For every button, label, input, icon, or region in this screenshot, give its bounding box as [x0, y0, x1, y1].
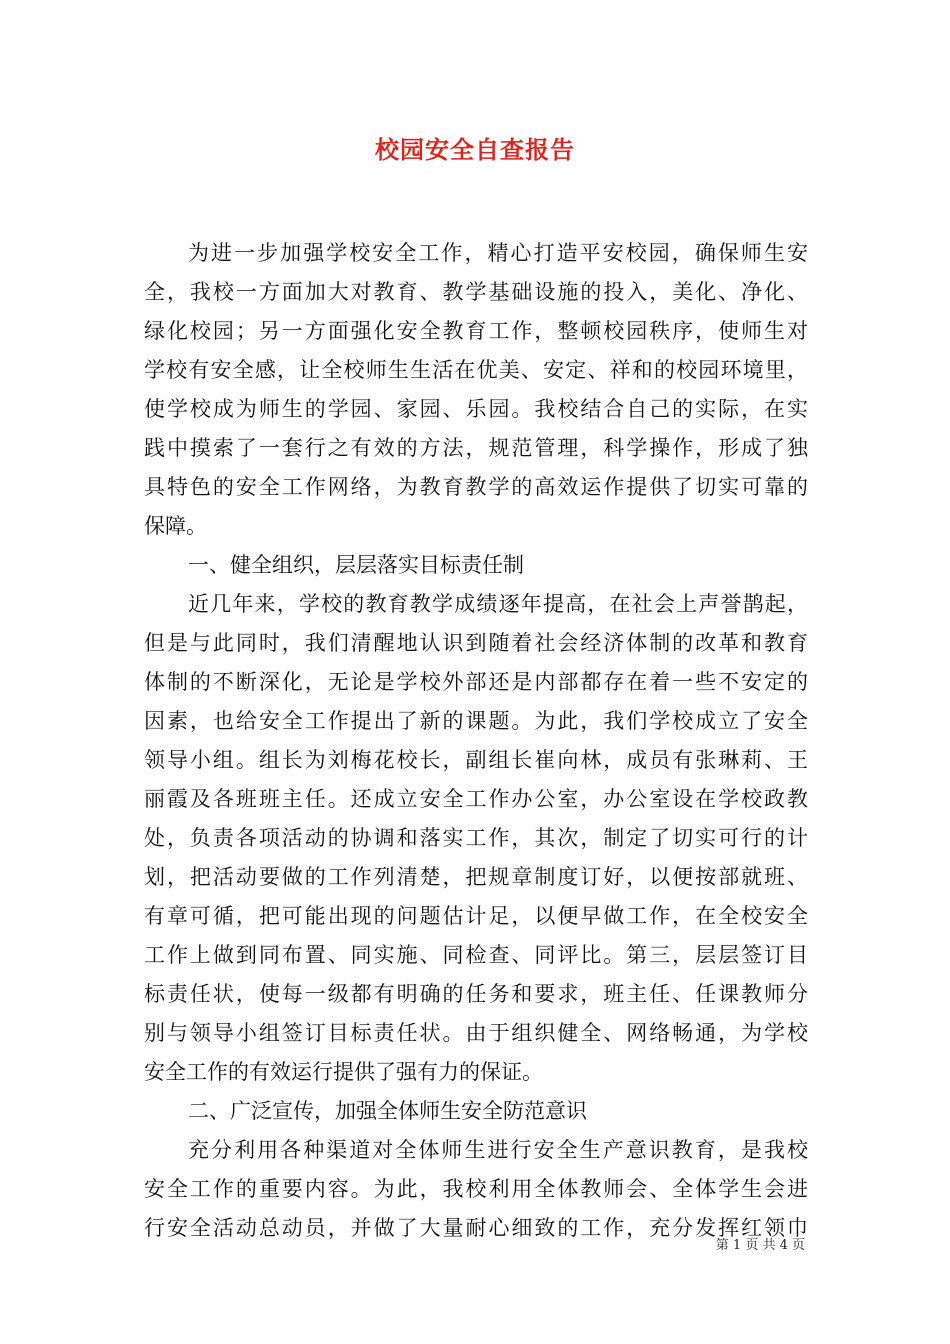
paragraph-line: 别与领导小组签订目标责任状。由于组织健全、网络畅通，为学校 — [144, 1021, 808, 1045]
paragraph-line: 领导小组。组长为刘梅花校长，副组长崔向林，成员有张琳莉、王 — [144, 748, 808, 772]
paragraph-line: 近几年来，学校的教育教学成绩逐年提高，在社会上声誉鹊起， — [188, 592, 808, 616]
page-number: 第 1 页 共 4 页 — [715, 1238, 805, 1253]
paragraph-line: 使学校成为师生的学园、家园、乐园。我校结合自己的实际，在实 — [144, 397, 808, 421]
paragraph-line: 行安全活动总动员，并做了大量耐心细致的工作，充分发挥红领巾 — [144, 1216, 808, 1240]
paragraph-line: 为进一步加强学校安全工作，精心打造平安校园，确保师生安 — [188, 241, 808, 265]
paragraph-line: 标责任状，使每一级都有明确的任务和要求，班主任、任课教师分 — [144, 982, 808, 1006]
paragraph-line: 安全工作的重要内容。为此，我校利用全体教师会、全体学生会进 — [144, 1177, 808, 1201]
paragraph-line: 因素，也给安全工作提出了新的课题。为此，我们学校成立了安全 — [144, 709, 808, 733]
section-heading: 二、广泛宣传，加强全体师生安全防范意识 — [188, 1099, 587, 1123]
paragraph-line: 践中摸索了一套行之有效的方法，规范管理，科学操作，形成了独 — [144, 436, 808, 460]
paragraph-line: 划，把活动要做的工作列清楚，把规章制度订好，以便按部就班、 — [144, 865, 808, 889]
paragraph-line: 处，负责各项活动的协调和落实工作，其次，制定了切实可行的计 — [144, 826, 808, 850]
paragraph-line: 工作上做到同布置、同实施、同检查、同评比。第三，层层签订目 — [144, 943, 808, 967]
paragraph-line: 丽霞及各班班主任。还成立安全工作办公室，办公室设在学校政教 — [144, 787, 808, 811]
document-title: 校园安全自查报告 — [375, 135, 575, 164]
paragraph-line: 绿化校园；另一方面强化安全教育工作，整顿校园秩序，使师生对 — [144, 319, 808, 343]
section-heading: 一、健全组织，层层落实目标责任制 — [188, 553, 524, 577]
paragraph-line: 保障。 — [144, 514, 207, 538]
paragraph-line: 安全工作的有效运行提供了强有力的保证。 — [144, 1060, 543, 1084]
document-body — [144, 234, 808, 1248]
paragraph-line: 充分利用各种渠道对全体师生进行安全生产意识教育，是我校 — [188, 1138, 808, 1162]
paragraph-line: 有章可循，把可能出现的问题估计足，以便早做工作，在全校安全 — [144, 904, 808, 928]
paragraph-line: 具特色的安全工作网络，为教育教学的高效运作提供了切实可靠的 — [144, 475, 808, 499]
paragraph-line: 但是与此同时，我们清醒地认识到随着社会经济体制的改革和教育 — [144, 631, 808, 655]
paragraph-line: 体制的不断深化，无论是学校外部还是内部都存在着一些不安定的 — [144, 670, 808, 694]
paragraph-line: 全，我校一方面加大对教育、教学基础设施的投入，美化、净化、 — [144, 280, 808, 304]
paragraph-line: 学校有安全感，让全校师生生活在优美、安定、祥和的校园环境里， — [144, 358, 808, 382]
